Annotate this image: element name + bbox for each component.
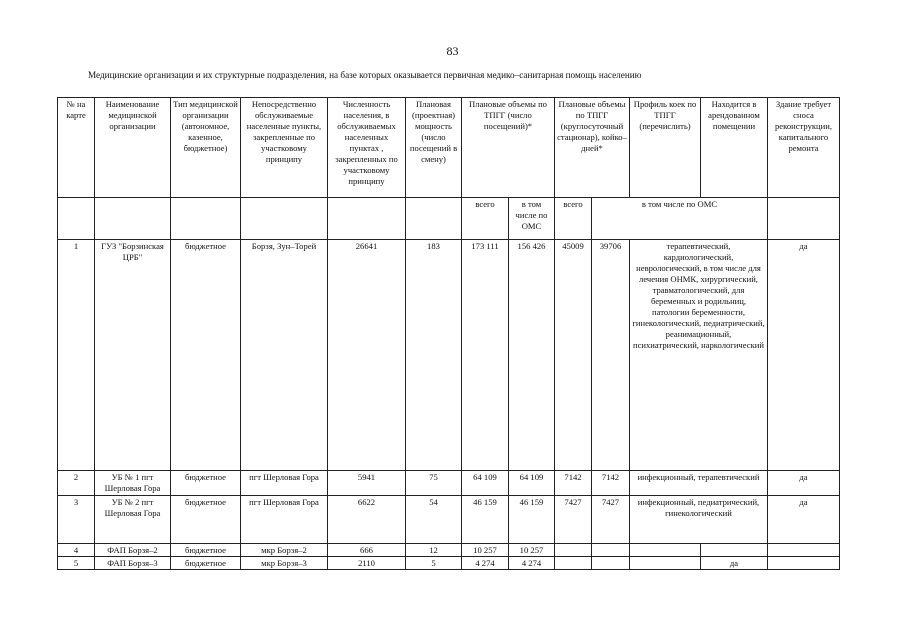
cell-name: УБ № 2 пгт Шерловая Гора xyxy=(95,496,171,544)
cell-beds-total xyxy=(555,557,592,570)
subheader-visits-total: всего xyxy=(462,198,509,240)
cell-profile xyxy=(630,544,701,557)
cell-visits-total: 46 159 xyxy=(462,496,509,544)
cell-name: ФАП Борзя–3 xyxy=(95,557,171,570)
header-tpgg-beds: Плановые объемы по ТПГГ (круглосуточный стационар), койко–дней* xyxy=(555,98,630,198)
subheader-beds-total: всего xyxy=(555,198,592,240)
cell-name: ФАП Борзя–2 xyxy=(95,544,171,557)
cell-capacity: 75 xyxy=(406,471,462,496)
cell-visits-oms: 156 426 xyxy=(509,240,555,471)
table-row xyxy=(58,544,840,557)
cell-profile: терапевтический, кардиологический, неврологический, в том числе для лечения ОНМК, хирургический, травматологический, для беременных и родильниц, патологии беременности, гинекологический, педиатрический, реанимационный, психиатрический, наркологический xyxy=(630,240,768,471)
cell-settlements: мкр Борзя–2 xyxy=(241,544,328,557)
cell-name: ГУЗ "Борзинская ЦРБ" xyxy=(95,240,171,471)
cell-profile: инфекционный, терапевтический xyxy=(630,471,768,496)
cell-rented xyxy=(701,544,768,557)
subheader-visits-oms: в том числе по ОМС xyxy=(509,198,555,240)
header-demolition: Здание требует сноса реконструкции, капитального ремонта xyxy=(768,98,840,198)
cell-population: 6622 xyxy=(328,496,406,544)
table-row xyxy=(58,240,840,471)
cell-capacity: 54 xyxy=(406,496,462,544)
header-row xyxy=(58,98,840,198)
page-number: 83 xyxy=(446,44,459,58)
cell-beds-total xyxy=(555,544,592,557)
table-row xyxy=(58,557,840,570)
cell-type: бюджетное xyxy=(171,240,241,471)
cell-visits-oms: 64 109 xyxy=(509,471,555,496)
cell-demolition xyxy=(768,544,840,557)
cell-visits-oms: 4 274 xyxy=(509,557,555,570)
cell-no: 4 xyxy=(58,544,95,557)
cell-beds-total: 7142 xyxy=(555,471,592,496)
cell-type: бюджетное xyxy=(171,544,241,557)
cell-name: УБ № 1 пгт Шерловая Гора xyxy=(95,471,171,496)
cell-beds-oms: 39706 xyxy=(592,240,630,471)
cell-demolition: да xyxy=(768,240,840,471)
cell-population: 5941 xyxy=(328,471,406,496)
subheader-beds-oms: в том числе по ОМС xyxy=(592,198,768,240)
cell-settlements: пгт Шерловая Гора xyxy=(241,471,328,496)
header-org-type: Тип медицинской организации (автономное, казенное, бюджетное) xyxy=(171,98,241,198)
header-org-name: Наименование медицинской организации xyxy=(95,98,171,198)
cell-demolition: да xyxy=(768,496,840,544)
cell-no: 2 xyxy=(58,471,95,496)
cell-settlements: мкр Борзя–3 xyxy=(241,557,328,570)
cell-visits-oms: 46 159 xyxy=(509,496,555,544)
cell-capacity: 5 xyxy=(406,557,462,570)
cell-rented: да xyxy=(701,557,768,570)
cell-profile: инфекционный, педиатрический, гинекологический xyxy=(630,496,768,544)
header-map-no: № на карте xyxy=(58,98,95,198)
cell-beds-total: 7427 xyxy=(555,496,592,544)
cell-demolition xyxy=(768,557,840,570)
header-tpgg-visits: Плановые объемы по ТПГГ (число посещений)* xyxy=(462,98,555,198)
table-caption: Медицинские организации и их структурные подразделения, на базе которых оказывается первичная медико–санитарная помощь населению xyxy=(88,70,642,80)
cell-population: 2110 xyxy=(328,557,406,570)
cell-capacity: 12 xyxy=(406,544,462,557)
cell-population: 26641 xyxy=(328,240,406,471)
cell-settlements: Борзя, Зун–Торей xyxy=(241,240,328,471)
cell-profile xyxy=(630,557,701,570)
cell-beds-oms xyxy=(592,544,630,557)
cell-no: 5 xyxy=(58,557,95,570)
header-settlements: Непосредственно обслуживаемые населенные пункты, закрепленные по участковому принципу xyxy=(241,98,328,198)
header-bed-profile: Профиль коек по ТПГГ (перечислить) xyxy=(630,98,701,198)
table-row xyxy=(58,471,840,496)
cell-visits-total: 64 109 xyxy=(462,471,509,496)
cell-type: бюджетное xyxy=(171,471,241,496)
cell-demolition: да xyxy=(768,471,840,496)
subheader-row xyxy=(58,198,840,240)
cell-population: 666 xyxy=(328,544,406,557)
cell-type: бюджетное xyxy=(171,496,241,544)
cell-settlements: пгт Шерловая Гора xyxy=(241,496,328,544)
cell-beds-total: 45009 xyxy=(555,240,592,471)
cell-no: 1 xyxy=(58,240,95,471)
cell-visits-total: 4 274 xyxy=(462,557,509,570)
cell-visits-total: 173 111 xyxy=(462,240,509,471)
header-capacity: Плановая (проектная) мощность (число посещений в смену) xyxy=(406,98,462,198)
header-rented: Находится в арендованном помещении xyxy=(701,98,768,198)
cell-beds-oms xyxy=(592,557,630,570)
cell-visits-oms: 10 257 xyxy=(509,544,555,557)
cell-type: бюджетное xyxy=(171,557,241,570)
organizations-table xyxy=(57,97,840,570)
cell-beds-oms: 7142 xyxy=(592,471,630,496)
table-row xyxy=(58,496,840,544)
cell-beds-oms: 7427 xyxy=(592,496,630,544)
cell-visits-total: 10 257 xyxy=(462,544,509,557)
cell-no: 3 xyxy=(58,496,95,544)
cell-capacity: 183 xyxy=(406,240,462,471)
header-population: Численность населения, в обслуживаемых населенных пунктах , закрепленных по участковому принципу xyxy=(328,98,406,198)
